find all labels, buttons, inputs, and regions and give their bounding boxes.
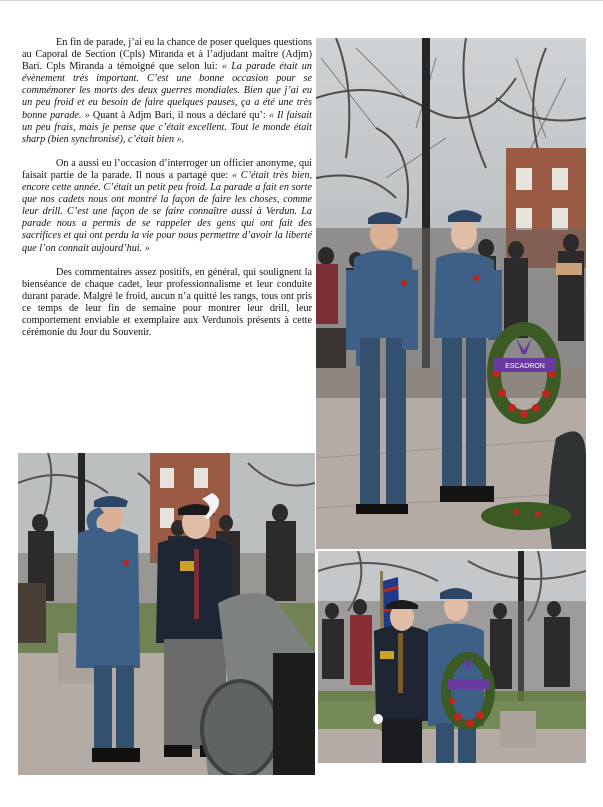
paragraph-interview-cadets: En fin de parade, j’ai eu la chance de poser quelques questions au Caporal de Section (Cpls) Miranda et à l’adjudant maître (Adjm) Bari. Cpls Miranda a témoigné que selon lui: « La parade était un évènement très important. C’est une bonne occasion pour se commémorer les morts des deux guerres mondiales. Bien que j’ai eu un peu froid et eu besoin de faire quelques pauses, ça a été une très bonne parade. » Quant à Adjm Bari, il nous a déclaré qu’: « Il faisait un peu frais, mais je pense que c’était excellent. Tout le monde était sharp (bien synchronisé), c’était bien ». bbox=[22, 37, 312, 145]
paragraph-interview-officer: On a aussi eu l’occasion d’interroger un officier anonyme, qui faisait partie de la parade. Il nous a partagé que: « C’était très bien, encore cette année. C’était un petit peu froid. La parade a fait en sorte que nos cadets nous ont montré la façon de faire les choses, comme leur drill. C’est une façon de se faire connaître aussi à Verdun. La parade nous a permis de se rappeler des gens qui ont fait des sacrifices et qui ont perdu la vie pour nous permettre d’avoir la liberté que l’on connait aujourd’hui. » bbox=[22, 157, 312, 254]
paragraph-conclusion: Des commentaires assez positifs, en général, qui soulignent la bienséance de chaque cadet, leur professionnalisme et leur conduite durant parade. Malgré le froid, aucun n’a quitté les rangs, tous ont pris ce temps de leur fin de semaine pour montrer leur drill, leur comportement enviable et exemplaire aux Verdunois présents à cette cérémonie du Jour du Souvenir. bbox=[22, 266, 312, 339]
quote-cpls-miranda: « La parade était un évènement très important. C’est une bonne occasion pour se commémorer les morts des deux guerres mondiales. Bien que j’ai eu un peu froid et eu besoin de faire quelques pauses, ça a été une très bonne parade. » bbox=[22, 61, 312, 121]
quote-anonymous-officer: « C’était très bien, encore cette année. C’était un petit peu froid. La parade a fait en sorte que nos cadets nous ont montré la façon de faire les choses, comme leur drill. C’est une façon de se faire connaître aussi à Verdun. La parade nous a permis de se rappeler des gens qui ont fait des sacrifices et qui ont perdu la vie pour nous permettre d’avoir la liberté que l’on connait aujourd’hui. » bbox=[22, 169, 312, 254]
quote-adjm-bari: « Il faisait un peu frais, mais je pense que c’était excellent. Tout le monde était sharp (bien synchronisé), c’était bien ». bbox=[22, 109, 312, 145]
wreath-banner-text: ESCADRON bbox=[505, 363, 545, 370]
photo-cadet-and-veteran-saluting bbox=[18, 453, 315, 775]
article-text-column bbox=[22, 37, 312, 351]
photo-veteran-and-cadet-with-wreath bbox=[318, 551, 586, 763]
photo-cadets-with-wreath bbox=[316, 38, 586, 549]
